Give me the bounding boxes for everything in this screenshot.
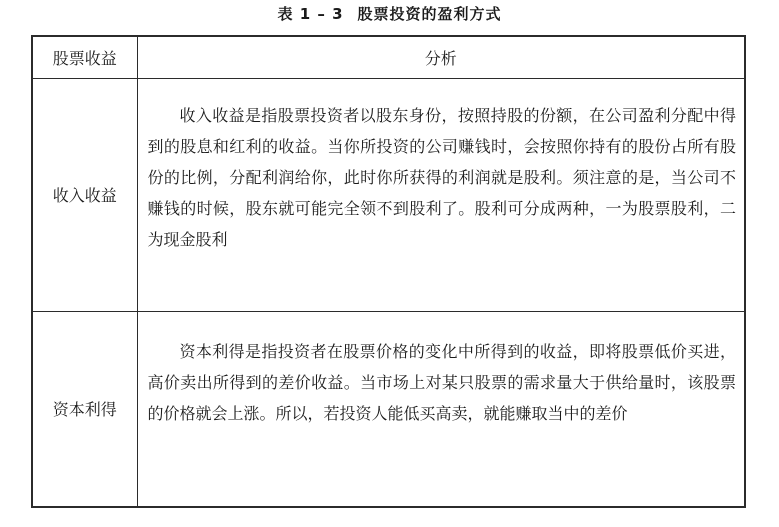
profit-methods-table [31,35,746,508]
table-number: 表 1 – 3 [277,5,344,23]
row-analysis-capital-gain [137,311,745,507]
row-label-capital-gain: 资本利得 [32,311,137,507]
header-analysis: 分析 [137,36,745,78]
table-title: 股票投资的盈利方式 [357,5,502,23]
row-analysis-income [137,78,745,311]
analysis-text: 收入收益是指股票投资者以股东身份，按照持股的份额，在公司盈利分配中得到的股息和红利的收益。当你所投资的公司赚钱时，会按照你持有的股份占所有股份的比例，分配利润给你，此时你所获得的利润就是股利。须注意的是，当公司不赚钱的时候，股东就可能完全领不到股利了。股利可分成两种，一为股票股利，二为现金股利 [147,105,736,249]
row-label-income: 收入收益 [32,78,137,311]
table-header-row [32,36,745,78]
table-caption [0,4,779,24]
analysis-text: 资本利得是指投资者在股票价格的变化中所得到的收益，即将股票低价买进，高价卖出所得到的差价收益。当市场上对某只股票的需求量大于供给量时，该股票的价格就会上涨。所以，若投资人能低买高卖，就能赚取当中的差价 [147,341,736,423]
header-stock-income: 股票收益 [32,36,137,78]
table-row [32,311,745,507]
table-row [32,78,745,311]
